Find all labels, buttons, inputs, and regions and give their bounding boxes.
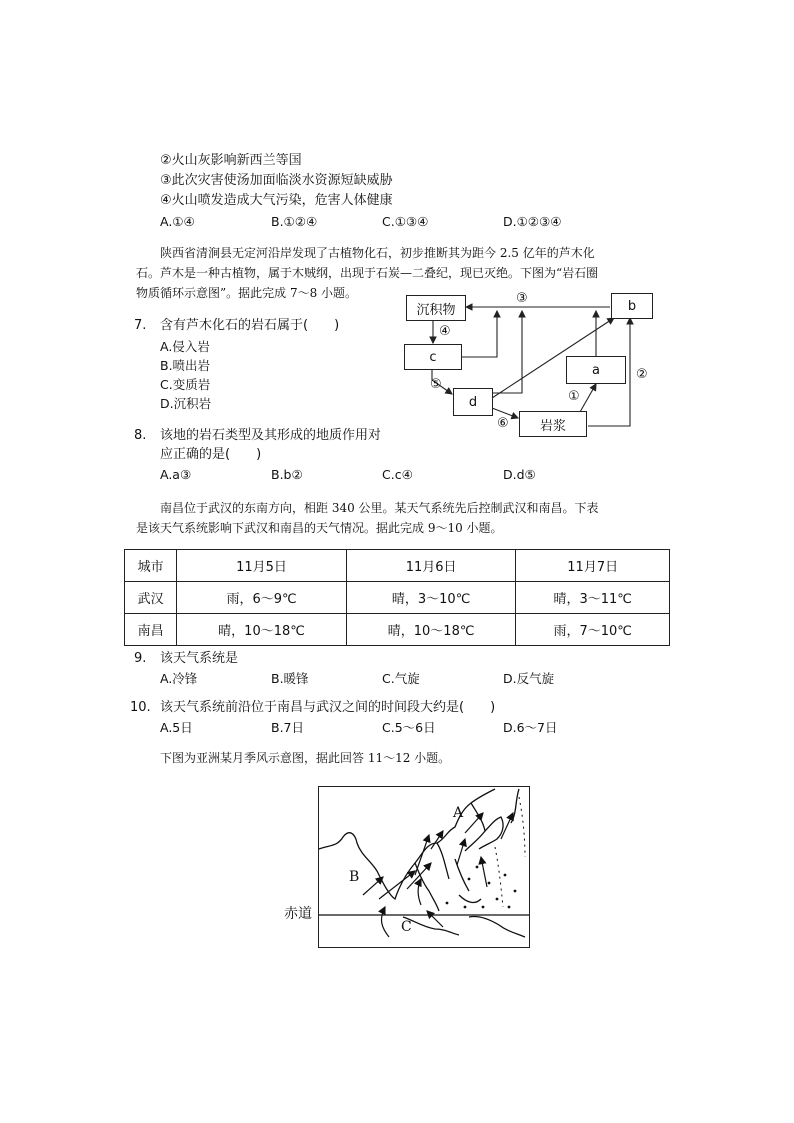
q10-option-b[interactable]: B.7日 [271,720,305,735]
label-circle-3: ③ [516,291,528,306]
q10-option-c[interactable]: C.5～6日 [382,720,436,735]
q7-stem: 含有芦木化石的岩石属于( ) [160,318,340,333]
node-a: a [566,356,626,384]
node-magma: 岩浆 [519,411,587,437]
q9-number: 9. [134,651,147,666]
node-c: c [404,344,462,370]
q7-option-d[interactable]: D.沉积岩 [160,396,212,411]
table-header-cell: 11月6日 [346,550,516,582]
node-sediment: 沉积物 [406,295,466,321]
passage-7-8-line-3: 物质循环示意图”。据此完成 7～8 小题。 [136,286,358,300]
label-circle-2: ② [636,367,648,382]
passage-7-8-line-2: 石。芦木是一种古植物，属于木贼纲，出现于石炭—二叠纪，现已灭绝。下图为“岩石圈 [136,266,599,280]
q10-option-d[interactable]: D.6～7日 [503,720,558,735]
passage-7-8-line-1: 陕西省清涧县无定河沿岸发现了古植物化石，初步推断其为距今 2.5 亿年的芦木化 [160,246,595,260]
map-label-b: B [349,869,360,885]
table-cell: 南昌 [125,614,177,646]
table-header-cell: 11月5日 [177,550,347,582]
passage-11-12: 下图为亚洲某月季风示意图，据此回答 11～12 小题。 [160,751,451,765]
q9-option-a[interactable]: A.冷锋 [160,671,198,686]
q10-number: 10. [130,700,151,715]
q8-option-a[interactable]: A.a③ [160,467,192,482]
asia-monsoon-map [318,786,530,948]
map-label-a: A [453,805,464,821]
table-cell: 武汉 [125,582,177,614]
table-cell: 晴，10～18℃ [177,614,347,646]
statement-2: ②火山灰影响新西兰等国 [160,153,302,168]
q8-stem-line-2: 应正确的是( ) [160,447,262,462]
statement-3: ③此次灾害使汤加面临淡水资源短缺威胁 [160,173,393,188]
table-cell: 雨，7～10℃ [516,614,670,646]
label-circle-5: ⑤ [430,377,442,392]
statement-4: ④火山喷发造成大气污染，危害人体健康 [160,193,393,208]
table-header-row [125,550,670,582]
label-circle-6: ⑥ [497,416,509,431]
q10-stem: 该天气系统前沿位于南昌与武汉之间的时间段大约是( ) [160,700,496,715]
table-cell: 晴，10～18℃ [346,614,516,646]
passage-9-10-line-2: 是该天气系统影响下武汉和南昌的天气情况。据此完成 9～10 小题。 [136,521,503,535]
q7-option-a[interactable]: A.侵入岩 [160,339,210,354]
q8-option-b[interactable]: B.b② [271,467,303,482]
q7-option-b[interactable]: B.喷出岩 [160,358,211,373]
table-cell: 晴，3～10℃ [346,582,516,614]
table-header-cell: 城市 [125,550,177,582]
q6-option-a[interactable]: A.①④ [160,214,195,229]
q7-number: 7. [134,318,147,333]
table-row [125,614,670,646]
label-circle-4: ④ [439,324,451,339]
monsoon-map-drawing [319,787,529,947]
q9-option-c[interactable]: C.气旋 [382,671,420,686]
table-header-cell: 11月7日 [516,550,670,582]
weather-table [124,549,670,646]
q8-number: 8. [134,428,147,443]
q9-stem: 该天气系统是 [160,651,239,666]
equator-label: 赤道 [284,906,312,922]
q9-option-d[interactable]: D.反气旋 [503,671,555,686]
q6-option-c[interactable]: C.①③④ [382,214,429,229]
label-circle-1: ① [568,389,580,404]
q6-option-b[interactable]: B.①②④ [271,214,318,229]
q8-option-c[interactable]: C.c④ [382,467,413,482]
node-b: b [611,293,653,319]
node-d: d [453,388,493,416]
table-cell: 雨，6～9℃ [177,582,347,614]
q10-option-a[interactable]: A.5日 [160,720,193,735]
q9-option-b[interactable]: B.暖锋 [271,671,309,686]
map-label-c: C [401,919,412,935]
rock-cycle-arrows [0,0,794,500]
q8-option-d[interactable]: D.d⑤ [503,467,536,482]
q7-option-c[interactable]: C.变质岩 [160,377,211,392]
q8-stem-line-1: 该地的岩石类型及其形成的地质作用对 [160,428,382,443]
q6-option-d[interactable]: D.①②③④ [503,214,562,229]
passage-9-10-line-1: 南昌位于武汉的东南方向，相距 340 公里。某天气系统先后控制武汉和南昌。下表 [160,501,599,515]
table-row [125,582,670,614]
table-cell: 晴，3～11℃ [516,582,670,614]
